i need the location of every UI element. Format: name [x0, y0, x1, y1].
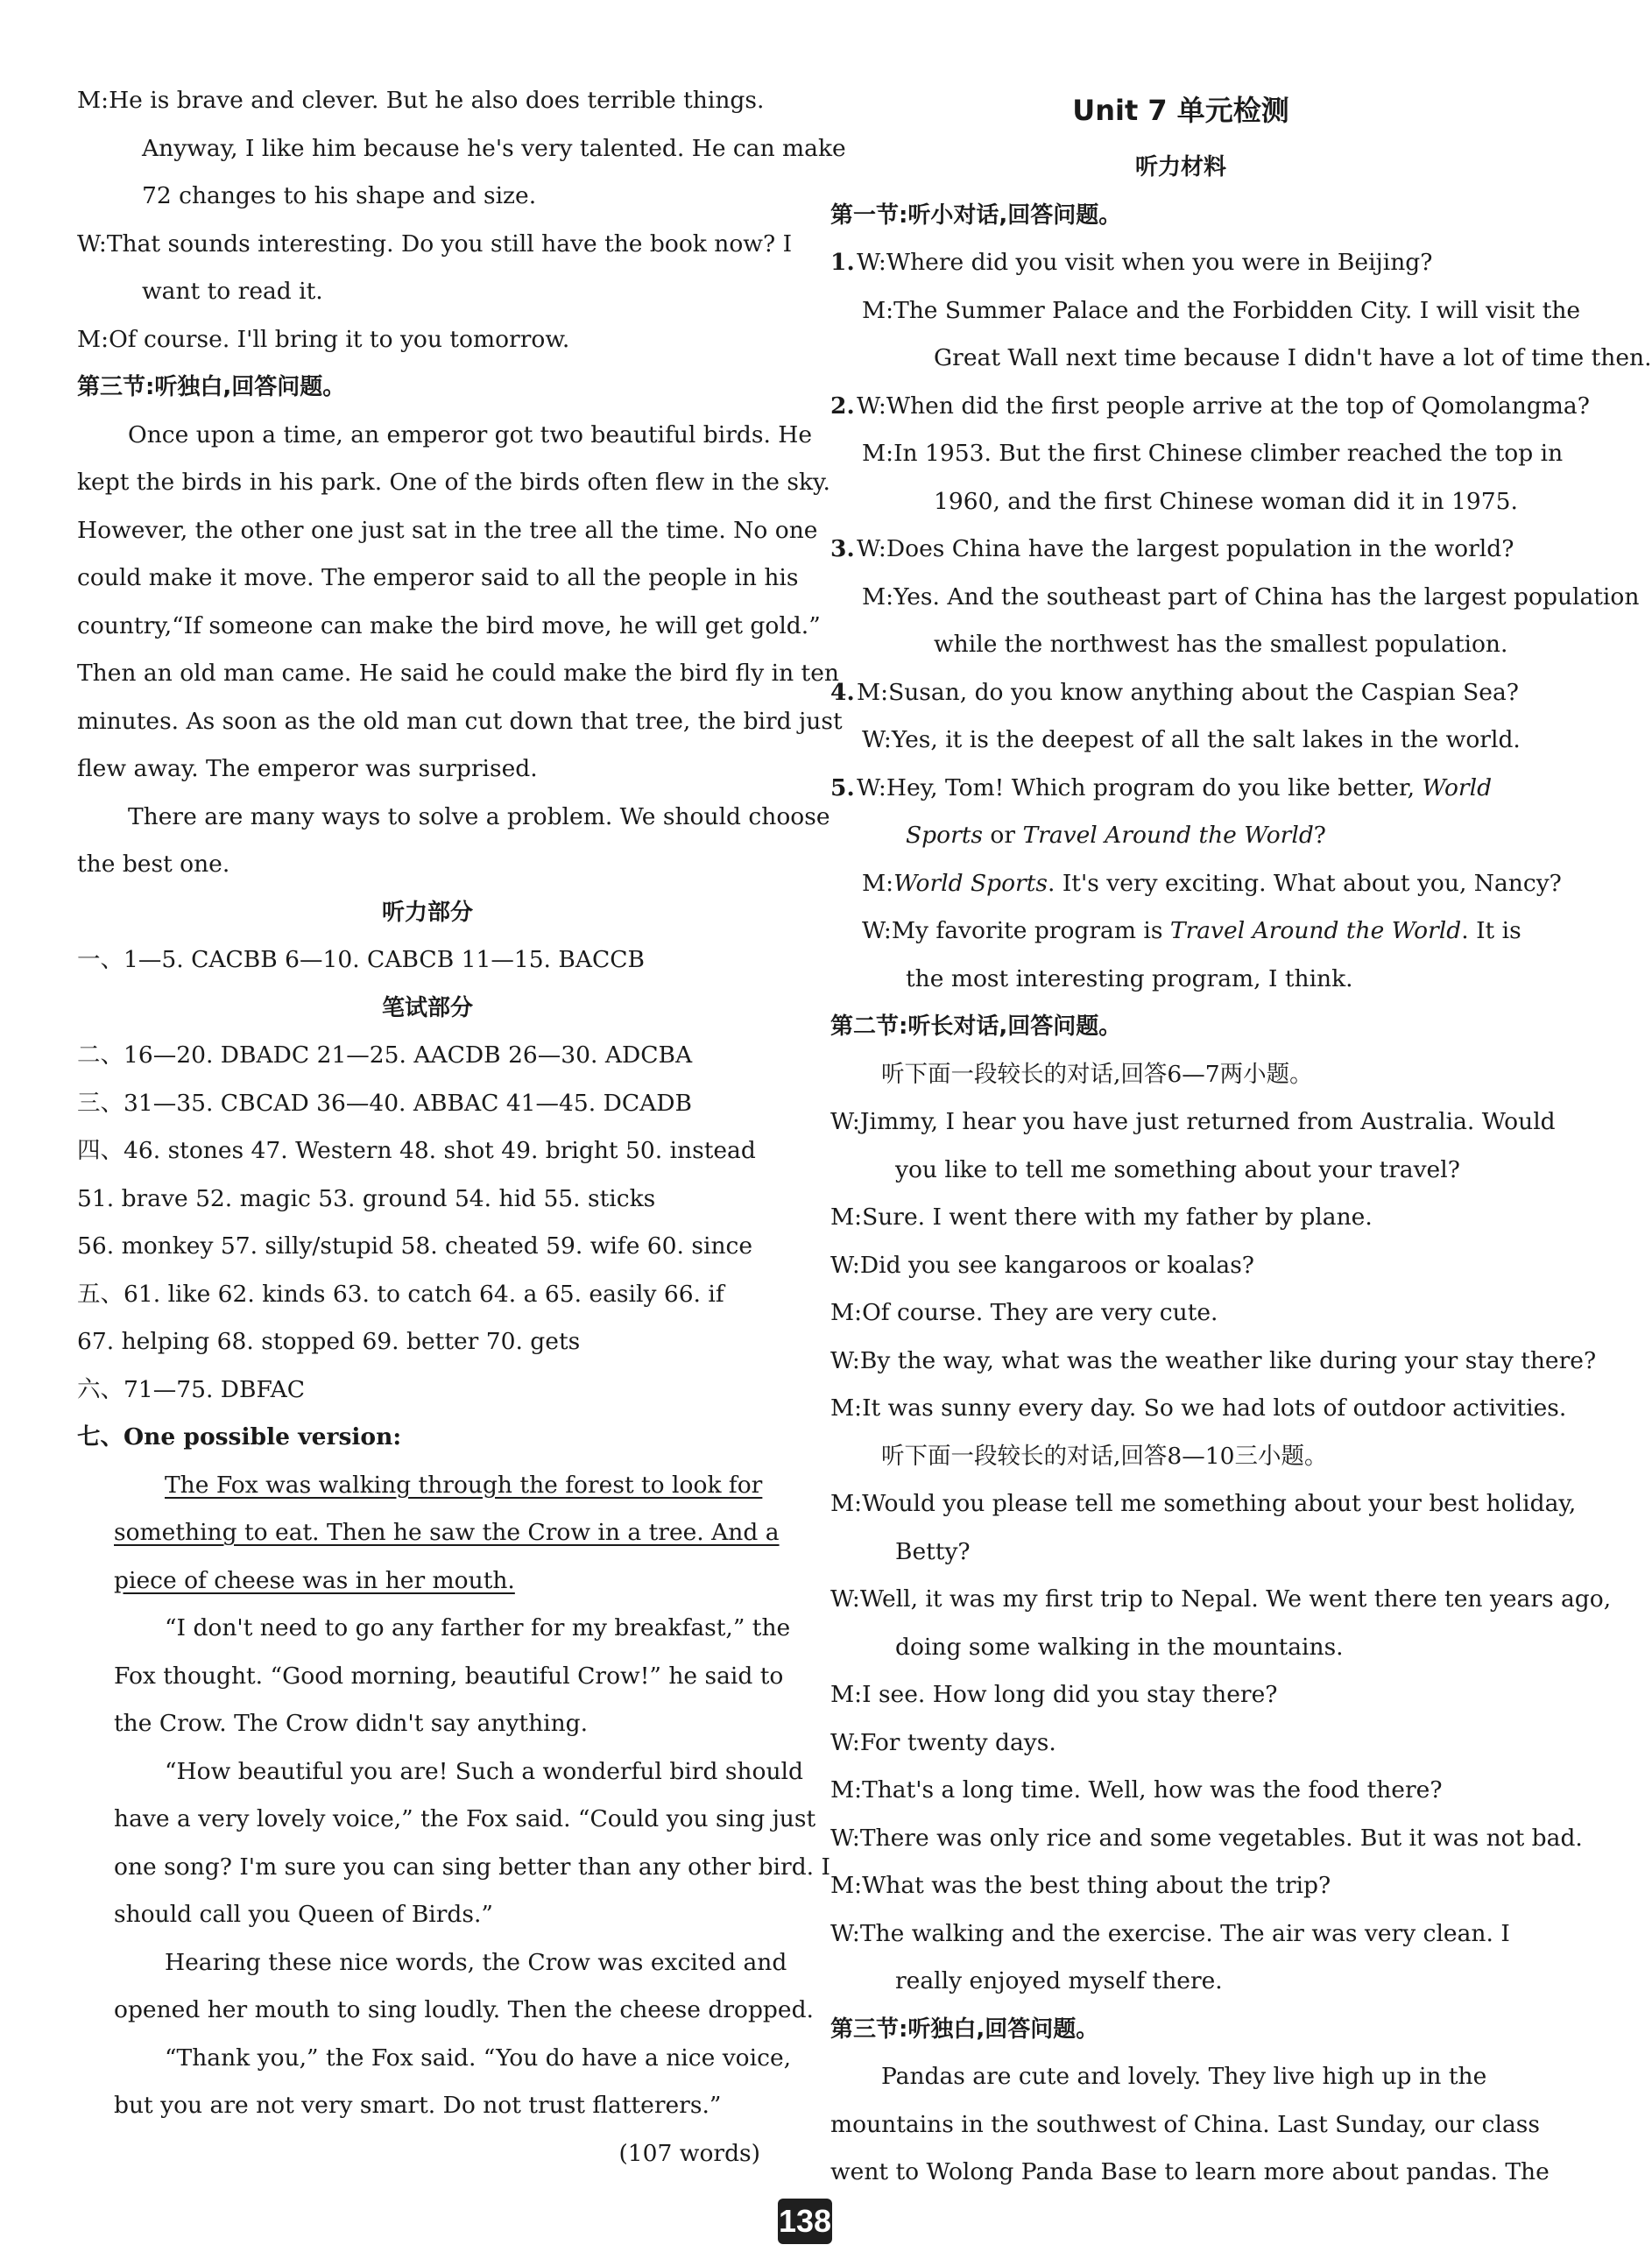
left-column — [77, 77, 846, 2178]
q5-w3-pre: My favorite program is — [891, 917, 1170, 944]
dialog-text: Does China have the largest population in the world? — [886, 535, 1514, 562]
dialog-text: Great Wall next time because I didn't have a lot of time then. — [934, 344, 1652, 371]
story-line: minutes. As soon as the old man cut down that tree, the bird just — [77, 707, 843, 735]
dialog-line — [830, 1338, 1597, 1386]
dialog-line — [830, 621, 1531, 669]
dialog-text: Did you see kangaroos or koalas? — [859, 1251, 1255, 1279]
dialog-line — [77, 125, 846, 173]
q5-w4: the most interesting program, I think. — [906, 964, 1353, 992]
speaker-label: M: — [830, 1681, 863, 1708]
dialog-text: There was only rice and some vegetables. But it was not bad. — [859, 1824, 1583, 1852]
essay-line: have a very lovely voice,” the Fox said. “Could you sing just — [114, 1805, 816, 1832]
dialog-end — [77, 77, 846, 364]
answer-line: 二、16—20. DBADC 21—25. AACDB 26—30. ADCBA — [77, 1041, 693, 1069]
word-count: (107 words) — [618, 2139, 760, 2167]
dialog-line — [830, 430, 1564, 478]
underlined-text: something to eat. Then he saw the Crow in a tree. And a — [114, 1519, 780, 1546]
section3-title-left: 第三节:听独白,回答问题。 — [77, 374, 346, 400]
dialog-text: It was sunny every day. So we had lots of outdoor activities. — [862, 1394, 1567, 1422]
speaker-label: W: — [830, 1585, 860, 1613]
dialog-text: 72 changes to his shape and size. — [142, 182, 537, 209]
monologue — [830, 2053, 1550, 2197]
dialog-line — [830, 335, 1652, 383]
speaker-label: W: — [77, 229, 107, 258]
dialog-text: Yes. And the southeast part of China has the largest population — [893, 582, 1640, 611]
speaker-label: W: — [857, 249, 886, 276]
story-line: country,“If someone can make the bird move, he will get gold.” — [77, 611, 821, 639]
question-number: 4. — [830, 678, 855, 706]
answer-line: 56. monkey 57. silly/stupid 58. cheated 59. wife 60. since — [77, 1232, 753, 1260]
essay-underlined-line — [77, 1462, 778, 1510]
essay-line: Fox thought. “Good morning, beautiful Crow!” he said to — [114, 1662, 784, 1690]
speaker-label: W: — [857, 392, 886, 420]
dialog-text: For twenty days. — [859, 1728, 1056, 1756]
essay-line: “I don't need to go any farther for my breakfast,” the — [165, 1614, 791, 1641]
dialog-text: Of course. They are very cute. — [862, 1299, 1218, 1326]
speaker-label: M: — [830, 1204, 863, 1231]
dialog-line — [830, 1242, 1531, 1290]
q5-m-italic: World Sports — [893, 869, 1048, 897]
question-number: 1. — [830, 249, 855, 276]
speaker-label: M: — [830, 1299, 863, 1326]
dialog-line — [830, 1147, 1531, 1195]
dialog-text: Anyway, I like him because he's very talented. He can make — [142, 134, 846, 162]
dialog-text: By the way, what was the weather like during your stay there? — [859, 1346, 1597, 1374]
section2-intro2: 听下面一段较长的对话,回答8—10三小题。 — [881, 1442, 1328, 1470]
speaker-label: M: — [862, 296, 894, 324]
dialog-line — [830, 383, 1590, 431]
dialog-line — [830, 669, 1531, 717]
question-number: 2. — [830, 392, 855, 420]
page-number: 138 — [778, 2199, 832, 2244]
section2-title: 第二节:听长对话,回答问题。 — [830, 1013, 1122, 1040]
essay-line: one song? I'm sure you can sing better than any other bird. I — [114, 1853, 830, 1881]
essay-underlined — [77, 1462, 778, 1606]
story-line: the best one. — [77, 851, 230, 878]
speaker-label: M: — [862, 582, 894, 611]
dialog-text: Susan, do you know anything about the Caspian Sea? — [888, 678, 1519, 706]
dialog-line — [830, 1528, 1531, 1577]
dialog-line — [830, 1910, 1531, 1959]
speaker-label: W: — [857, 535, 886, 562]
dialog-text: The Summer Palace and the Forbidden City. I will visit the — [893, 296, 1581, 324]
dialog-text: Betty? — [895, 1537, 971, 1565]
essay-line: “How beautiful you are! Such a wonderful bird should — [165, 1757, 803, 1785]
essay-underlined-line — [77, 1509, 778, 1557]
speaker-label: M: — [830, 1776, 863, 1804]
dialog-line — [830, 478, 1531, 526]
story-line: However, the other one just sat in the tree all the time. No one — [77, 516, 818, 544]
speaker-label: M: — [77, 325, 109, 353]
q5-w3-post: . It is — [1461, 917, 1521, 944]
essay-line: but you are not very smart. Do not trust flatterers.” — [114, 2092, 722, 2119]
dialog-line — [77, 173, 778, 221]
dialog-text: Would you please tell me something about your best holiday, — [862, 1490, 1577, 1517]
answer-line: 三、31—35. CBCAD 36—40. ABBAC 41—45. DCADB — [77, 1089, 692, 1117]
dialog-line — [77, 316, 778, 364]
dialog-line — [77, 77, 778, 125]
section2-intro1: 听下面一段较长的对话,回答6—7两小题。 — [881, 1060, 1313, 1088]
dialog-text: while the northwest has the smallest population. — [934, 631, 1508, 658]
story-line: Then an old man came. He said he could make the bird fly in ten — [77, 660, 839, 687]
dialog-line — [830, 1194, 1531, 1242]
monologue-line: mountains in the southwest of China. Last Sunday, our class — [830, 2110, 1540, 2138]
answer-line: 四、46. stones 47. Western 48. shot 49. bright 50. instead — [77, 1137, 756, 1164]
dialog-line — [830, 1480, 1577, 1528]
unit-title: Unit 7 单元检测 — [1072, 94, 1289, 127]
q5-w2-italic1: Sports — [906, 822, 983, 849]
q5-w3-italic: Travel Around the World — [1169, 917, 1462, 944]
speaker-label: W: — [830, 1108, 860, 1135]
essay-line: the Crow. The Crow didn't say anything. — [114, 1710, 589, 1737]
dialog-text: In 1953. But the first Chinese climber reached the top in — [893, 440, 1564, 467]
dialog-text: I see. How long did you stay there? — [862, 1681, 1278, 1708]
dialog-text: 1960, and the first Chinese woman did it in 1975. — [934, 487, 1518, 515]
speaker-label: M: — [77, 87, 109, 114]
speaker-label: M: — [857, 678, 889, 706]
dialog-text: Jimmy, I hear you have just returned from Australia. Would — [859, 1108, 1556, 1135]
story — [77, 412, 843, 889]
listening-answers: 一、1—5. CACBB 6—10. CABCB 11—15. BACCB — [77, 946, 646, 973]
q5-number: 5. — [830, 773, 855, 801]
answer-line: 六、71—75. DBFAC — [77, 1375, 306, 1403]
dialog-text: Of course. I'll bring it to you tomorrow. — [109, 325, 570, 353]
q5-w2-italic2: Travel Around the World — [1022, 822, 1314, 849]
dialog-text: Sure. I went there with my father by plane. — [862, 1204, 1373, 1231]
dialog-text: What was the best thing about the trip? — [862, 1872, 1331, 1899]
dialog-line — [830, 1576, 1612, 1624]
monologue-line: went to Wolong Panda Base to learn more about pandas. The — [830, 2158, 1550, 2185]
speaker-label: W: — [830, 1251, 860, 1279]
dialog-line — [77, 221, 793, 269]
speaker-label: W: — [830, 1824, 860, 1852]
question-5: 5.W:Hey, Tom! Which program do you like better, World Sports or Travel Around the World? M:World Sports. It's very exciting. What about you, Nancy? W:My favorite program is Travel Around the World. It is the most interesting program, I think. — [830, 765, 1531, 1004]
underlined-text: The Fox was walking through the forest to look for — [165, 1471, 763, 1499]
listening-heading: 听力部分 — [381, 899, 473, 926]
story-line: Once upon a time, an emperor got two beautiful birds. He — [128, 420, 813, 448]
dialog-line — [830, 1767, 1531, 1815]
q5-w1: Hey, Tom! Which program do you like better, — [886, 773, 1423, 801]
story-line: kept the birds in his park. One of the birds often flew in the sky. — [77, 469, 830, 496]
q5-w2-post: ? — [1313, 822, 1327, 849]
speaker-label: M: — [830, 1394, 863, 1422]
speaker-label: W: — [830, 1346, 860, 1374]
dialog-text: He is brave and clever. But he also does terrible things. — [109, 87, 765, 114]
essay-label: 七、One possible version: — [77, 1423, 402, 1451]
essay-line: Hearing these nice words, the Crow was excited and — [165, 1948, 787, 1976]
dialog-line — [830, 239, 1531, 287]
essay-line: “Thank you,” the Fox said. “You do have a nice voice, — [165, 2044, 792, 2072]
section3-title-right: 第三节:听独白,回答问题。 — [830, 2015, 1099, 2043]
dialog-text: you like to tell me something about your travel? — [895, 1155, 1460, 1183]
dialog-line — [830, 526, 1531, 574]
section1-dialogs — [830, 239, 1652, 765]
answer-line: 67. helping 68. stopped 69. better 70. gets — [77, 1328, 581, 1355]
q5-w2-mid: or — [983, 822, 1023, 849]
dialog-text: want to read it. — [142, 278, 323, 305]
answer-line: 51. brave 52. magic 53. ground 54. hid 55. sticks — [77, 1184, 656, 1212]
dialog-line — [830, 717, 1531, 765]
dialog-line — [830, 1624, 1531, 1672]
speaker-label: W: — [830, 1919, 860, 1947]
question-number: 3. — [830, 535, 855, 562]
dialog-line — [830, 1098, 1556, 1147]
writing-heading: 笔试部分 — [381, 994, 473, 1021]
section1-title: 第一节:听小对话,回答问题。 — [830, 201, 1122, 229]
speaker-label: W: — [862, 726, 892, 753]
dialog-text: Well, it was my first trip to Nepal. We went there ten years ago, — [859, 1585, 1612, 1613]
dialog-text: Where did you visit when you were in Beijing? — [886, 249, 1433, 276]
essay-underlined-line — [77, 1557, 778, 1606]
story-line: There are many ways to solve a problem. We should choose — [128, 802, 830, 830]
dialog-line — [830, 1671, 1531, 1719]
dialog-line — [830, 1958, 1531, 2006]
dialog-line — [830, 287, 1581, 335]
long-dialog-1 — [830, 1098, 1597, 1433]
story-line: could make it move. The emperor said to all the people in his — [77, 564, 799, 591]
dialog-line — [830, 1385, 1567, 1433]
dialog-line — [830, 574, 1640, 622]
right-column — [830, 77, 1652, 2197]
dialog-text: That sounds interesting. Do you still have the book now? I — [106, 229, 793, 258]
dialog-line — [830, 1862, 1531, 1910]
dialog-line — [830, 1289, 1531, 1338]
q5-w1-italic: World — [1422, 773, 1493, 801]
long-dialog-2 — [830, 1480, 1612, 2006]
dialog-line — [830, 1719, 1531, 1768]
speaker-label: M: — [862, 440, 894, 467]
story-line: flew away. The emperor was surprised. — [77, 755, 538, 782]
dialog-line — [77, 268, 778, 316]
q5-m-post: . It's very exciting. What about you, Nancy? — [1047, 869, 1562, 897]
answer-key — [77, 1032, 778, 1414]
dialog-text: doing some walking in the mountains. — [895, 1633, 1344, 1661]
dialog-line — [830, 1815, 1583, 1863]
material-heading: 听力材料 — [1134, 154, 1226, 180]
dialog-text: The walking and the exercise. The air was very clean. I — [859, 1919, 1510, 1947]
essay-line: should call you Queen of Birds.” — [114, 1901, 493, 1928]
answer-line: 五、61. like 62. kinds 63. to catch 64. a 65. easily 66. if — [77, 1280, 724, 1308]
essay-line: opened her mouth to sing loudly. Then the cheese dropped. — [114, 1996, 814, 2023]
speaker-label: W: — [830, 1728, 860, 1756]
dialog-text: When did the first people arrive at the top of Qomolangma? — [886, 392, 1590, 420]
dialog-text: That's a long time. Well, how was the food there? — [862, 1776, 1443, 1804]
dialog-text: Yes, it is the deepest of all the salt lakes in the world. — [891, 726, 1521, 753]
essay — [77, 1605, 830, 2130]
speaker-label: M: — [830, 1490, 863, 1517]
underlined-text: piece of cheese was in her mouth. — [114, 1566, 515, 1594]
speaker-label: M: — [830, 1872, 863, 1899]
dialog-text: really enjoyed myself there. — [895, 1967, 1223, 1994]
monologue-line: Pandas are cute and lovely. They live high up in the — [881, 2063, 1487, 2090]
